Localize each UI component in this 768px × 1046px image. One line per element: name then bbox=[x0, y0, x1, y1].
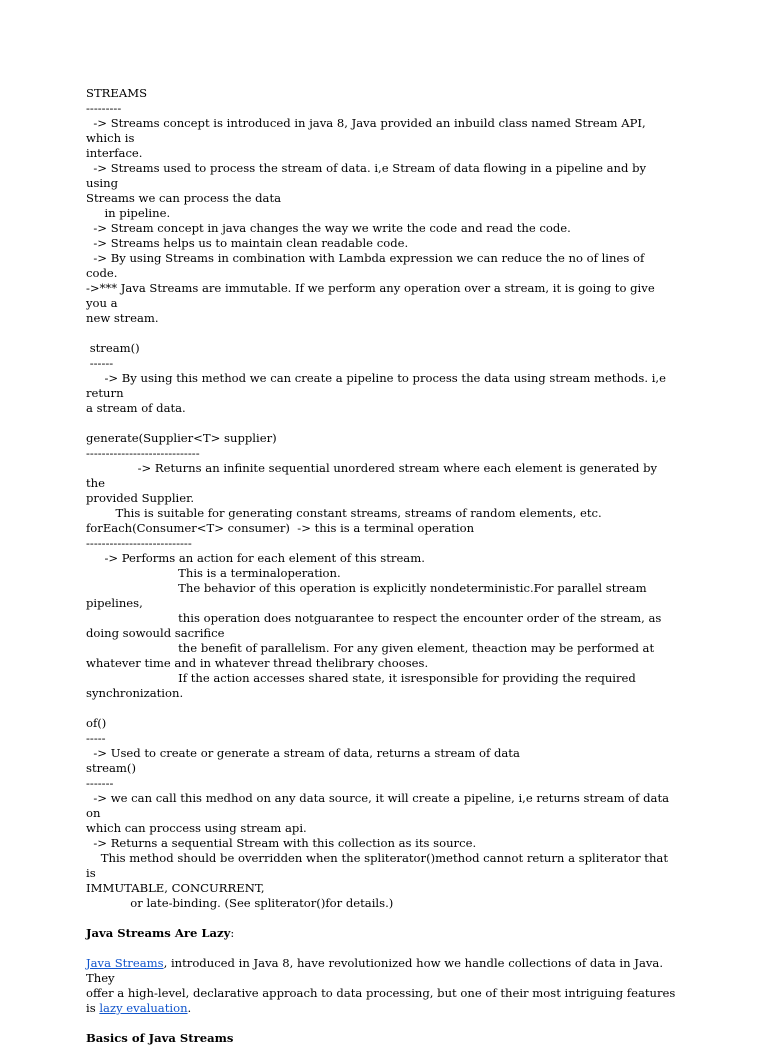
document-line: -> Streams used to process the stream of data. i,e Stream of data flowing in a pipeline and by using bbox=[86, 161, 650, 190]
document-line: ----------------------------- bbox=[86, 446, 200, 460]
document-line: ----- bbox=[86, 731, 106, 745]
lazy-paragraph-line-1 bbox=[86, 956, 676, 986]
document-line: This is suitable for generating constant streams, streams of random elements, etc. bbox=[86, 506, 602, 520]
document-line: The behavior of this operation is explicitly nondeterministic.For parallel stream bbox=[86, 581, 647, 595]
document-line: -> we can call this medhod on any data source, it will create a pipeline, i,e returns stream of data on bbox=[86, 791, 673, 820]
document-line: IMMUTABLE, CONCURRENT, bbox=[86, 881, 265, 895]
document-line: -> Performs an action for each element of this stream. bbox=[86, 551, 425, 565]
document-line: -> Returns a sequential Stream with this collection as its source. bbox=[86, 836, 477, 850]
document-line: in pipeline. bbox=[86, 206, 171, 220]
document-line: -> Used to create or generate a stream of data, returns a stream of data bbox=[86, 746, 520, 760]
document-line: --------- bbox=[86, 101, 122, 115]
lazy-evaluation-link[interactable]: lazy evaluation bbox=[99, 1001, 188, 1015]
lazy-heading bbox=[86, 926, 676, 941]
document-line: If the action accesses shared state, it isresponsible for providing the required bbox=[86, 671, 636, 685]
document-line bbox=[86, 911, 676, 926]
document-line: -> By using Streams in combination with Lambda expression we can reduce the no of lines of code. bbox=[86, 251, 648, 280]
document-line: pipelines, bbox=[86, 596, 143, 610]
document-line: the benefit of parallelism. For any given element, theaction may be performed at bbox=[86, 641, 655, 655]
document-line: stream() bbox=[86, 341, 140, 355]
document-line: forEach(Consumer<T> consumer) -> this is a terminal operation bbox=[86, 521, 475, 535]
lazy-heading-text: Java Streams Are Lazy bbox=[86, 926, 231, 940]
lazy-paragraph-text-1: , introduced in Java 8, have revolutionized how we handle collections of data in Java. They bbox=[86, 956, 667, 985]
document-line: interface. bbox=[86, 146, 143, 160]
document-line: stream() bbox=[86, 761, 136, 775]
document-line: a stream of data. bbox=[86, 401, 186, 415]
document-line bbox=[86, 701, 676, 716]
document-line: -> Streams helps us to maintain clean readable code. bbox=[86, 236, 409, 250]
document-line: This method should be overridden when the spliterator()method cannot return a spliterator that is bbox=[86, 851, 672, 880]
document-line: -> Stream concept in java changes the way we write the code and read the code. bbox=[86, 221, 571, 235]
document-line: whatever time and in whatever thread thelibrary chooses. bbox=[86, 656, 429, 670]
document-line bbox=[86, 416, 676, 431]
document-line: generate(Supplier<T> supplier) bbox=[86, 431, 277, 445]
document-line: this operation does notguarantee to respect the encounter order of the stream, as bbox=[86, 611, 662, 625]
document-line: synchronization. bbox=[86, 686, 184, 700]
document-line: STREAMS bbox=[86, 86, 148, 100]
document-line: -> Returns an infinite sequential unordered stream where each element is generated by the bbox=[86, 461, 661, 490]
spacer bbox=[86, 941, 676, 956]
lazy-paragraph-line-2: offer a high-level, declarative approach to data processing, but one of their most intriguing features bbox=[86, 986, 676, 1000]
document-line bbox=[86, 326, 676, 341]
document-line: provided Supplier. bbox=[86, 491, 195, 505]
lazy-paragraph-line-3 bbox=[86, 1001, 676, 1016]
java-streams-link[interactable]: Java Streams bbox=[86, 956, 164, 970]
document-line: This is a terminaloperation. bbox=[86, 566, 341, 580]
document-body bbox=[86, 86, 676, 926]
basics-heading: Basics of Java Streams bbox=[86, 1031, 234, 1045]
lazy-heading-colon: : bbox=[230, 926, 235, 940]
lazy-paragraph-text-2: is bbox=[86, 1001, 100, 1015]
document-line: -> Streams concept is introduced in java 8, Java provided an inbuild class named Stream API, which is bbox=[86, 116, 650, 145]
document-line: Streams we can process the data bbox=[86, 191, 282, 205]
document-line: --------------------------- bbox=[86, 536, 192, 550]
document-line: new stream. bbox=[86, 311, 159, 325]
document-line: which can proccess using stream api. bbox=[86, 821, 307, 835]
document-line: ------- bbox=[86, 776, 114, 790]
document-line: ->*** Java Streams are immutable. If we perform any operation over a stream, it is going to give you a bbox=[86, 281, 659, 310]
document-line: ------ bbox=[86, 356, 114, 370]
lazy-paragraph-text-3: . bbox=[187, 1001, 192, 1015]
document-line: or late-binding. (See spliterator()for details.) bbox=[86, 896, 394, 910]
document-line: -> By using this method we can create a pipeline to process the data using stream methods. i,e return bbox=[86, 371, 670, 400]
document-line: doing sowould sacrifice bbox=[86, 626, 225, 640]
document-page bbox=[86, 86, 676, 1046]
document-line: of() bbox=[86, 716, 107, 730]
